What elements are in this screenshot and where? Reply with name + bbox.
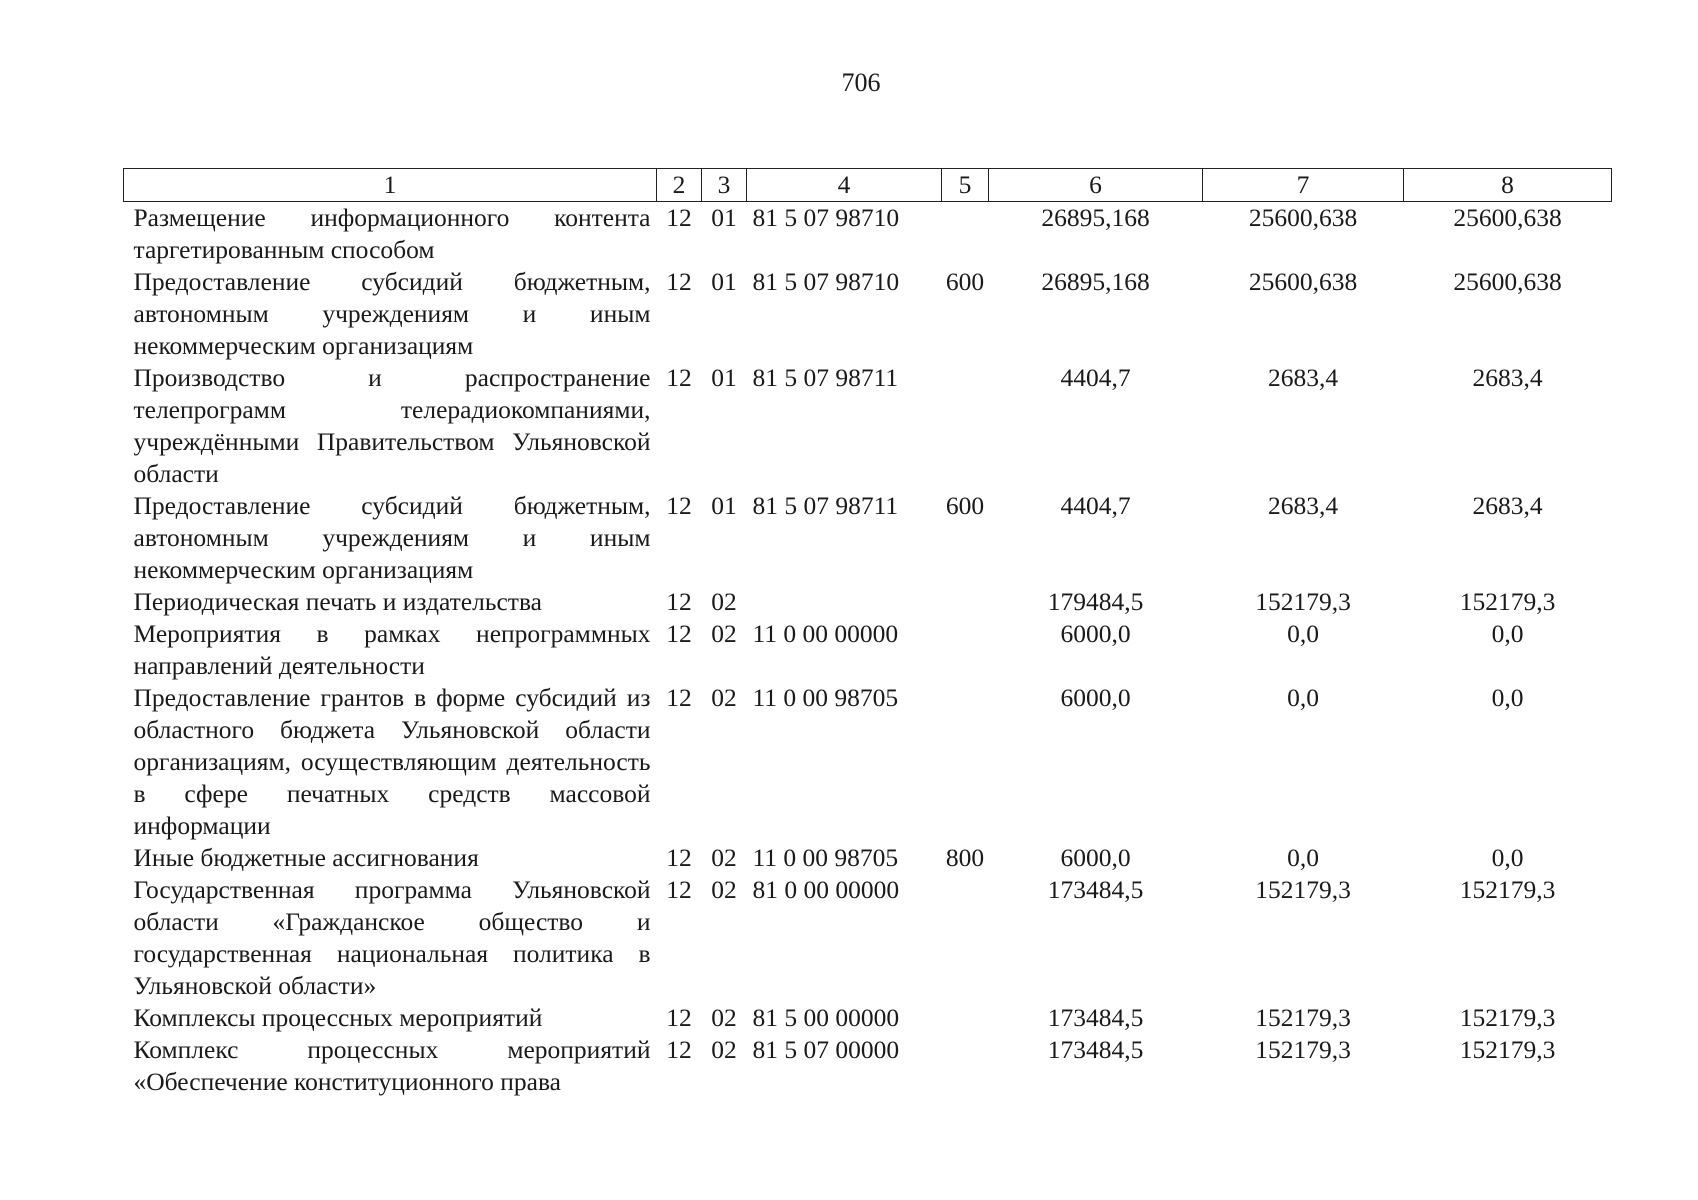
row-section: 12: [666, 203, 692, 232]
table-row: [124, 1034, 1612, 1098]
row-section: 12: [666, 587, 692, 616]
row-expense-type: [942, 1034, 989, 1098]
row-amount-col8: 152179,3: [1459, 1035, 1556, 1064]
row-expense-type: [942, 362, 989, 490]
row-amount-col7: 152179,3: [1255, 587, 1351, 616]
row-expense-type: 600: [945, 267, 985, 296]
row-name: Периодическая печать и издательства: [133, 587, 542, 616]
row-amount-col8: 25600,638: [1453, 203, 1562, 232]
row-section: 12: [666, 843, 692, 872]
row-amount-col8: 152179,3: [1459, 587, 1556, 616]
row-amount-col7: 25600,638: [1248, 203, 1358, 232]
column-header: 6: [989, 169, 1203, 202]
row-amount-col8: 0,0: [1491, 843, 1524, 872]
row-section: 12: [666, 1003, 692, 1032]
row-section: 12: [666, 267, 692, 296]
row-name: Государственная программа Ульяновской области «Гражданское общество и государственная национальная политика в Ульяновской области»: [133, 875, 651, 1000]
row-expense-type: [942, 1002, 989, 1034]
row-subsection: 02: [711, 587, 737, 616]
row-amount-col6: 6000,0: [1060, 843, 1131, 872]
row-target-code: 81 5 00 00000: [752, 1003, 900, 1032]
row-target-code: 11 0 00 98705: [752, 843, 899, 872]
row-amount-col6: 173484,5: [1047, 1003, 1144, 1032]
row-subsection: 01: [711, 267, 737, 296]
column-header: 4: [747, 169, 942, 202]
row-name: Комплекс процессных мероприятий «Обеспечение конституционного права: [133, 1035, 651, 1096]
row-expense-type: [942, 202, 989, 267]
row-amount-col6: 173484,5: [1047, 875, 1144, 904]
column-header: 5: [942, 169, 989, 202]
row-name: Предоставление субсидий бюджетным, автономным учреждениям и иным некоммерческим организациям: [133, 491, 651, 584]
table-row: [124, 618, 1612, 682]
row-target-code: 81 0 00 00000: [752, 875, 900, 904]
row-subsection: 02: [711, 683, 737, 712]
row-amount-col7: 152179,3: [1255, 1035, 1351, 1064]
row-target-code: 81 5 07 98710: [752, 267, 900, 296]
row-subsection: 01: [711, 203, 737, 232]
row-amount-col7: 2683,4: [1267, 491, 1339, 520]
row-subsection: 02: [711, 619, 737, 648]
row-amount-col6: 6000,0: [1060, 619, 1131, 648]
row-name: Иные бюджетные ассигнования: [133, 843, 479, 872]
table-row: [124, 842, 1612, 874]
table-body: [124, 202, 1612, 1099]
row-expense-type: [942, 586, 989, 618]
column-header: 7: [1203, 169, 1404, 202]
row-amount-col8: 0,0: [1491, 683, 1524, 712]
row-expense-type: [942, 618, 989, 682]
row-amount-col6: 6000,0: [1060, 683, 1131, 712]
row-subsection: 02: [711, 843, 737, 872]
row-section: 12: [666, 619, 692, 648]
column-header: 8: [1404, 169, 1612, 202]
row-amount-col6: 26895,168: [1041, 267, 1150, 296]
row-amount-col8: 2683,4: [1472, 363, 1543, 392]
table-row: [124, 266, 1612, 362]
row-target-code: 81 5 07 00000: [752, 1035, 900, 1064]
row-name: Предоставление грантов в форме субсидий из областного бюджета Ульяновской области организациям, осуществляющим деятельность в сфере печатных средств массовой информации: [133, 683, 651, 840]
row-target-code: 81 5 07 98711: [752, 363, 899, 392]
row-target-code: 81 5 07 98710: [752, 203, 900, 232]
row-amount-col6: 173484,5: [1047, 1035, 1144, 1064]
row-subsection: 02: [711, 1003, 737, 1032]
row-amount-col8: 2683,4: [1472, 491, 1543, 520]
row-section: 12: [666, 1035, 692, 1064]
budget-table: [123, 168, 1612, 1098]
row-target-code: 11 0 00 00000: [752, 619, 899, 648]
row-amount-col6: 4404,7: [1060, 491, 1131, 520]
row-expense-type: [942, 874, 989, 1002]
row-amount-col7: 0,0: [1287, 683, 1319, 712]
row-target-code: 11 0 00 98705: [752, 683, 899, 712]
row-section: 12: [666, 363, 692, 392]
row-amount-col8: 25600,638: [1453, 267, 1562, 296]
column-header: 3: [702, 169, 747, 202]
row-name: Комплексы процессных мероприятий: [133, 1003, 543, 1032]
row-amount-col6: 179484,5: [1047, 587, 1144, 616]
table-row: [124, 682, 1612, 842]
row-amount-col6: 4404,7: [1060, 363, 1131, 392]
row-expense-type: [942, 682, 989, 842]
column-header: 1: [124, 169, 657, 202]
row-amount-col7: 0,0: [1287, 843, 1319, 872]
row-amount-col8: 152179,3: [1459, 1003, 1556, 1032]
table-row: [124, 874, 1612, 1002]
table-header: [124, 169, 1612, 202]
row-target-code: 81 5 07 98711: [752, 491, 899, 520]
row-subsection: 01: [711, 491, 737, 520]
table-row: [124, 586, 1612, 618]
row-amount-col8: 152179,3: [1459, 875, 1556, 904]
row-expense-type: 800: [945, 843, 985, 872]
row-section: 12: [666, 683, 692, 712]
page-number: 706: [841, 68, 881, 97]
row-subsection: 01: [711, 363, 737, 392]
table-row: [124, 490, 1612, 586]
row-name: Предоставление субсидий бюджетным, автономным учреждениям и иным некоммерческим организациям: [133, 267, 651, 360]
row-name: Мероприятия в рамках непрограммных направлений деятельности: [133, 619, 651, 680]
row-subsection: 02: [711, 875, 737, 904]
row-target-code: [747, 586, 942, 618]
row-amount-col6: 26895,168: [1041, 203, 1150, 232]
table-row: [124, 1002, 1612, 1034]
row-name: Размещение информационного контента таргетированным способом: [133, 203, 651, 264]
row-amount-col7: 0,0: [1287, 619, 1319, 648]
row-amount-col8: 0,0: [1491, 619, 1524, 648]
row-section: 12: [666, 875, 692, 904]
column-header: 2: [657, 169, 702, 202]
row-subsection: 02: [711, 1035, 737, 1064]
row-expense-type: 600: [945, 491, 985, 520]
row-amount-col7: 2683,4: [1267, 363, 1339, 392]
table-row: [124, 202, 1612, 267]
table-row: [124, 362, 1612, 490]
row-amount-col7: 152179,3: [1255, 1003, 1351, 1032]
row-name: Производство и распространение телепрограмм телерадиокомпаниями, учреждёнными Правительством Ульяновской области: [133, 363, 651, 488]
row-amount-col7: 152179,3: [1255, 875, 1351, 904]
row-section: 12: [666, 491, 692, 520]
header-row: [124, 169, 1612, 202]
row-amount-col7: 25600,638: [1248, 267, 1358, 296]
